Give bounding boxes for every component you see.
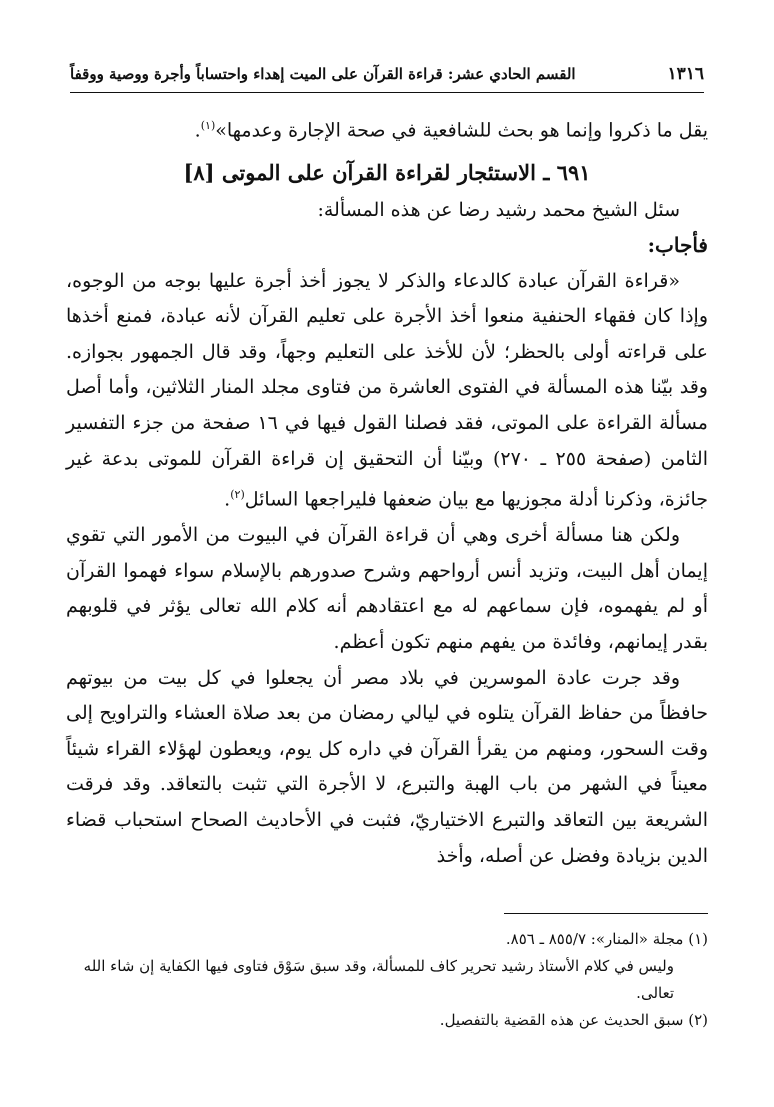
running-header xyxy=(70,56,704,93)
footnote-divider xyxy=(504,913,708,914)
page-number: ١٣١٦ xyxy=(667,64,704,84)
paragraph-end: . xyxy=(194,119,201,142)
main-text xyxy=(66,108,708,874)
paragraph-end: . xyxy=(224,488,231,511)
paragraph-text: «قراءة القرآن عبادة كالدعاء والذكر لا يجوز أخذ أجرة عليها بوجه من الوجوه، وإذا كان فقهاء الحنفية منعوا أخذ الأجرة على تعليم القرآن لأنه عبادة، فمنع أخذها على قراءته أولى بالحظر؛ لأن للأخذ على التعليم وجهاً، وقد قال الجمهور بجوازه. وقد بيّنا هذه المسألة في الفتوى العاشرة من فتاوى مجلد المنار الثلاثين، وأما أصل مسألة القراءة على الموتى، فقد فصلنا القول فيها في ١٦ صفحة من جزء التفسير الثامن (صفحة ٢٥٥ ـ ٢٧٠) وبيّنا أن التحقيق إن قراءة القرآن للموتى بدعة غير جائزة، وذكرنا أدلة مجوزيها مع بيان ضعفها فليراجعها السائل xyxy=(66,269,708,511)
footnote-ref: (١) xyxy=(200,119,216,132)
footnote-1-continuation: وليس في كلام الأستاذ رشيد تحرير كاف للمسألة، وقد سبق سَوْق فتاوى فيها الكفاية إن شاء الله تعالى. xyxy=(83,957,674,1002)
footnote-2: (٢) سبق الحديث عن هذه القضية بالتفصيل. xyxy=(439,1011,708,1029)
paragraph-continued xyxy=(66,108,708,149)
footnotes xyxy=(66,926,708,1034)
footnote-ref: (٢) xyxy=(230,488,245,502)
answer-label: فأجاب: xyxy=(647,233,708,258)
paragraph-text: يقل ما ذكروا وإنما هو بحث للشافعية في صحة الإجارة وعدمها» xyxy=(215,119,708,142)
paragraph-3: وقد جرت عادة الموسرين في بلاد مصر أن يجعلوا في كل بيت من بيوتهم حافظاً من حفاظ القرآن يتلوه في ليالي رمضان من بعد صلاة العشاء والتراويح إلى وقت السحور، ومنهم من يقرأ القرآن في داره كل يوم، ويعطون لهؤلاء القراء شيئاً معيناً في الشهر من باب الهبة والتبرع، لا الأجرة التي تثبت بالتعاقد. وقد فرقت الشريعة بين التعاقد والتبرع الاختياريّ، فثبت في الأحاديث الصحاح استحباب قضاء الدين بزيادة وفضل عن أصله، وأخذ xyxy=(66,666,708,867)
footnote-1: (١) مجلة «المنار»: ٨٥٥/٧ ـ ٨٥٦. xyxy=(505,930,708,948)
question-line: سئل الشيخ محمد رشيد رضا عن هذه المسألة: xyxy=(317,198,680,221)
section-title: ٦٩١ ـ الاستئجار لقراءة القرآن على الموتى [٨] xyxy=(183,159,591,185)
paragraph-2: ولكن هنا مسألة أخرى وهي أن قراءة القرآن في البيوت من الأمور التي تقوي إيمان أهل البيت، وتزيد أنس أرواحهم وشرح صدورهم بالإسلام سواء فهموا القرآن أو لم يفهموه، فإن سماعهم له مع اعتقادهم أنه كلام الله تعالى يؤثر في قلوبهم بقدر إيمانهم، وفائدة من يفهم منهم تكون أعظم. xyxy=(66,524,708,653)
paragraph-1 xyxy=(66,264,708,518)
running-title: القسم الحادي عشر: قراءة القرآن على الميت إهداء واحتساباً وأجرة ووصية ووقفاً xyxy=(70,65,576,83)
